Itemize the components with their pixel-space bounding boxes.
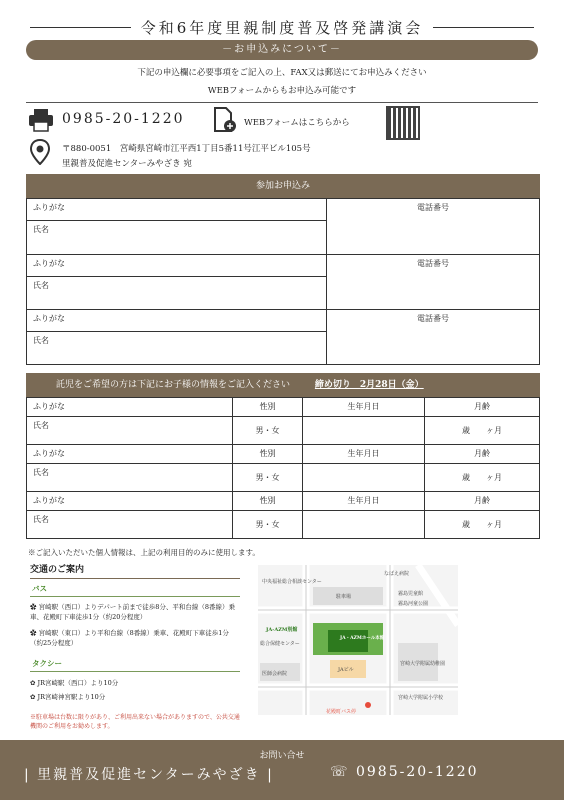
dob-header: 生年月日 [303,445,425,464]
taxi-route-1-text: JR宮崎駅（西口）より10分 [37,679,119,687]
furigana-label: ふりがな [27,445,233,464]
furigana-label: ふりがな [27,492,233,511]
bus-route-2-text: 宮崎駅（東口）より平和台線（8番線）乗車、花殿町下車徒歩1分（約25分程度） [30,629,229,647]
bus-route-1-text: 宮崎駅（西口）よりデパート前まで徒歩8分、平和台線（8番線）乗車、花殿町下車徒歩1分（約20分程度） [30,603,235,621]
gender-value: 男・女 [233,417,303,445]
map-label-6: JA-AZM別館 [266,627,298,633]
address: 〒880-0051 宮崎県宮崎市江平西1丁目5番11号江平ビル105号 [62,144,311,154]
age-value: 歳 ヶ月 [425,417,540,445]
dob-header: 生年月日 [303,398,425,417]
taxi-divider [30,671,240,672]
name-label: 氏名 [27,277,327,310]
footer-org: | 里親普及促進センターみやざき | [24,767,274,783]
taxi-label: タクシー [32,659,62,668]
title-line-left [30,27,131,28]
intro-line-1: 下記の申込欄に必要事項をご記入の上、FAX又は郵送にてお申込みください [137,68,427,78]
age-header: 月齢 [425,492,540,511]
name-label: 氏名 [27,332,327,365]
bus-route-2: ✿ 宮崎駅（東口）より平和台線（8番線）乗車、花殿町下車徒歩1分（約25分程度） [30,629,229,647]
section-pill: －お申込みについて－ [26,40,538,60]
dob-value[interactable] [303,511,425,539]
divider [26,102,538,103]
bus-label: バス [32,584,47,593]
access-divider [30,578,240,579]
fax-icon [28,108,54,132]
map-label-7: JA・AZMホール本館 [340,636,385,641]
name-label: 氏名 [27,464,233,492]
gender-value: 男・女 [233,464,303,492]
furigana-label: ふりがな [27,199,327,221]
furigana-label: ふりがな [27,398,233,417]
fax-number: 0985-20-1220 [62,111,185,127]
gender-header: 性別 [233,492,303,511]
apply-table-header: 参加お申込み [26,174,540,198]
child-table-header [26,373,540,397]
map-label-4: 霧島児童館 [398,591,424,597]
parking-note: ※駐車場は台数に限りがあり、ご利用出来ない場合がありますので、公共交通機関のご利用をお勧めします。 [30,714,240,730]
age-header: 月齢 [425,398,540,417]
taxi-route-2-text: JR宮崎神宮駅より10分 [37,693,106,701]
footer-org-name: 里親普及促進センターみやざき [37,767,261,783]
child-table [26,397,540,539]
age-value: 歳 ヶ月 [425,511,540,539]
map-label-5: 霧島河童公園 [398,601,429,607]
gender-header: 性別 [233,445,303,464]
age-header: 月齢 [425,445,540,464]
dob-header: 生年月日 [303,492,425,511]
access-title: 交通のご案内 [30,565,85,575]
taxi-route-1: ✿ JR宮崎駅（西口）より10分 [30,679,119,687]
bus-route-1: ✿ 宮崎駅（西口）よりデパート前まで徒歩8分、平和台線（8番線）乗車、花殿町下車徒歩1分（約20分程度） [30,603,235,621]
map-label-8: 総合保健センター [260,641,300,647]
map-label-12: 宮崎大学附属小学校 [398,695,444,701]
phone-label: 電話番号 [327,255,540,310]
dob-value[interactable] [303,417,425,445]
deadline: 締め切り 2月28日（金） [314,380,424,390]
title-line-right [433,27,534,28]
map-label-10: 宮崎大学附属幼稚園 [400,661,446,667]
map-label-13: 花殿町バス停 [326,709,357,715]
gender-header: 性別 [233,398,303,417]
title-row [30,16,534,38]
intro-line-2: WEBフォームからもお申込み可能です [207,86,357,96]
map-label-11: 医師会病院 [262,671,288,677]
dob-value[interactable] [303,464,425,492]
footer-phone-number: 0985-20-1220 [355,764,479,780]
age-value: 歳 ヶ月 [425,464,540,492]
map-label-1: 中央福祉総合相談センター [262,579,322,585]
addressee: 里親普及促進センターみやざき 宛 [62,159,192,169]
map-label-2: なばえ病院 [384,571,410,577]
access-map [258,565,458,715]
web-form-icon [212,106,238,134]
phone-label: 電話番号 [327,199,540,255]
qr-code-icon[interactable] [386,106,420,140]
furigana-label: ふりがな [27,255,327,277]
map-label-9: JAビル [338,667,354,673]
name-label: 氏名 [27,511,233,539]
footer-phone [330,764,479,780]
apply-table [26,198,540,365]
child-table-title: 託児をご希望の方は下記にお子様の情報をご記入ください [56,380,291,390]
phone-label: 電話番号 [327,310,540,365]
taxi-route-2: ✿ JR宮崎神宮駅より10分 [30,693,106,701]
footer [0,740,564,800]
phone-icon: ☏ [330,764,350,780]
web-form-label[interactable]: WEBフォームはこちらから [244,118,350,128]
bus-divider [30,596,240,597]
privacy-note: ※ご記入いただいた個人情報は、上記の利用目的のみに使用します。 [28,548,260,557]
page-title: 令和6年度里親制度普及啓発講演会 [140,18,424,37]
gender-value: 男・女 [233,511,303,539]
map-pin-icon [30,139,50,165]
name-label: 氏名 [27,221,327,255]
map-label-3: 駐車場 [336,594,352,600]
footer-label: お問い合せ [259,751,305,761]
name-label: 氏名 [27,417,233,445]
furigana-label: ふりがな [27,310,327,332]
